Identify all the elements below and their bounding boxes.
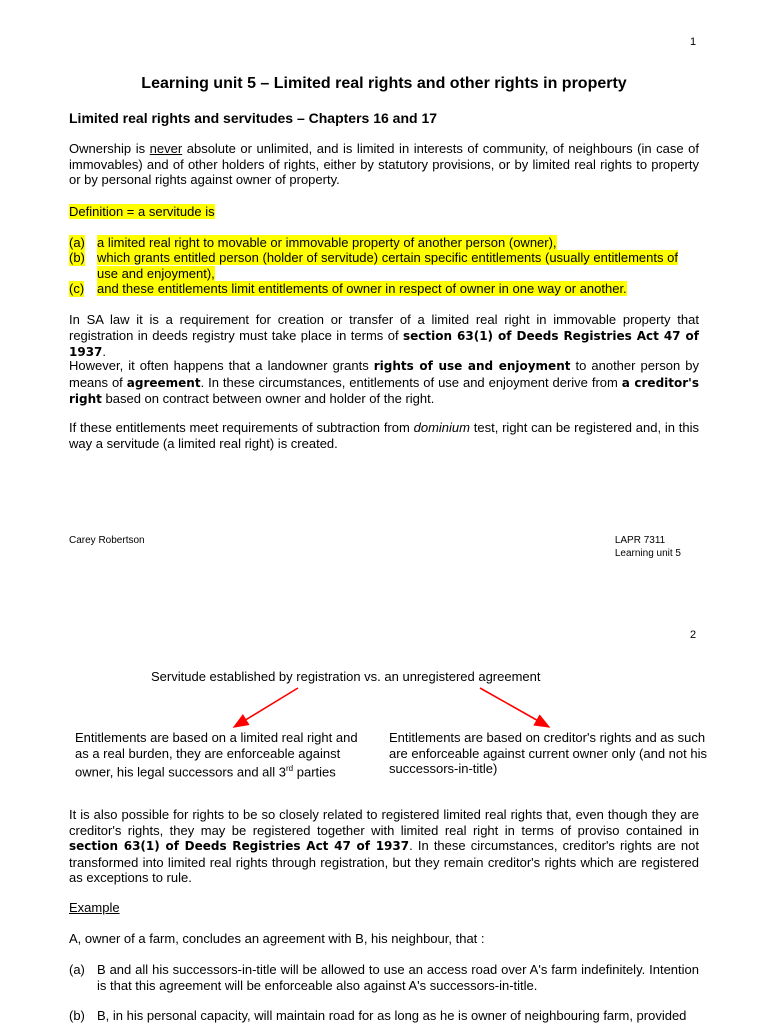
text: . <box>102 344 107 359</box>
text: If these entitlements meet requirements of subtraction from <box>69 420 414 435</box>
text-bold: agreement <box>126 375 201 390</box>
text-sup: rd <box>286 764 294 773</box>
section-subtitle: Limited real rights and servitudes – Chapters 16 and 17 <box>69 110 438 126</box>
footer-author: Carey Robertson <box>69 535 145 546</box>
example-item-num: (a) <box>69 962 85 977</box>
text: test, right can be registered and, in this way a servitude (a limited real right) is created. <box>69 420 699 451</box>
text: to another person by means of <box>69 358 700 390</box>
def-item-text: and these entitlements limit entitlements of owner in respect of owner in one way or another. <box>97 281 627 296</box>
text-bold: a creditor's right <box>69 375 699 406</box>
diagram-title: Servitude established by registration vs. an unregistered agreement <box>151 669 541 684</box>
text: based on contract between owner and holder of the right. <box>101 391 435 406</box>
example-item-a <box>69 962 699 993</box>
diagram-left-box <box>75 730 373 780</box>
diagram-right-box: Entitlements are based on creditor's rights and as such are enforceable against current owner only (and not his successors-in-title) <box>389 730 707 776</box>
page-title: Learning unit 5 – Limited real rights and other rights in property <box>141 75 627 92</box>
example-item-b <box>69 1008 699 1024</box>
text: absolute or unlimited, and is limited in interests of community, of neighbours (in case of immovables) and of other holders of rights, either by statutory provisions, or by limited real rights to property or by personal rights against owner of property. <box>69 141 700 187</box>
def-item-num: (a) <box>69 235 85 250</box>
page-number-1: 1 <box>690 36 697 48</box>
example-item-text: B, in his personal capacity, will maintain road for as long as he is owner of neighbouring farm, provided <box>97 1008 687 1023</box>
text: parties <box>293 764 336 780</box>
example-heading-text: Example <box>69 900 120 915</box>
text-italic: dominium <box>413 420 470 435</box>
text: Entitlements are based on a limited real right and as a real burden, they are enforceable against owner, his legal successors and all 3 <box>75 730 358 780</box>
def-item-text: a limited real right to movable or immovable property of another person (owner), <box>97 235 557 250</box>
example-heading <box>69 900 120 916</box>
text: However, it often happens that a landowner grants <box>69 358 374 373</box>
text: . In these circumstances, creditor's rights are not transformed into limited real rights through registration, but they remain creditor's rights which are registered as exceptions to rule. <box>69 838 699 885</box>
paragraph-proviso <box>69 807 699 886</box>
text: In SA law it is a requirement for creation or transfer of a limited real right in immovable property that registration in deeds registry must take place in terms of <box>69 312 699 343</box>
arrow-left <box>234 688 298 727</box>
page-number-2: 2 <box>690 629 697 641</box>
text: . In these circumstances, entitlements of use and enjoyment derive from <box>200 374 622 390</box>
text: Ownership is <box>69 141 150 156</box>
text: It is also possible for rights to be so closely related to registered limited real rights that, even though they are creditor's rights, they may be registered together with limited real right in terms of proviso contained in <box>69 807 699 838</box>
def-item-num: (b) <box>69 250 85 265</box>
def-item-num: (c) <box>69 281 85 296</box>
arrow-right <box>480 688 549 727</box>
example-item-num: (b) <box>69 1008 85 1023</box>
text-bold-section: section 63(1) of Deeds Registries Act 47 of 1937 <box>69 839 410 853</box>
example-item-text: B and all his successors-in-title will be allowed to use an access road over A's farm indefinitely. Intention is that this agreement will be enforceable also against A's successors-in-title. <box>97 962 699 993</box>
text-bold: rights of use and enjoyment <box>373 359 571 373</box>
def-item-text: which grants entitled person (holder of servitude) certain specific entitlements (usually entitlements of use and enjoyment), <box>97 250 678 281</box>
text-never: never <box>149 141 183 156</box>
definition-text: Definition = a servitude is <box>69 204 215 219</box>
example-intro: A, owner of a farm, concludes an agreement with B, his neighbour, that : <box>69 931 485 946</box>
footer-course-code: LAPR 7311 <box>614 535 666 546</box>
text-bold-section: section 63(1) of Deeds Registries Act 47 of 1937 <box>69 328 699 359</box>
footer-unit: Learning unit 5 <box>614 548 681 559</box>
